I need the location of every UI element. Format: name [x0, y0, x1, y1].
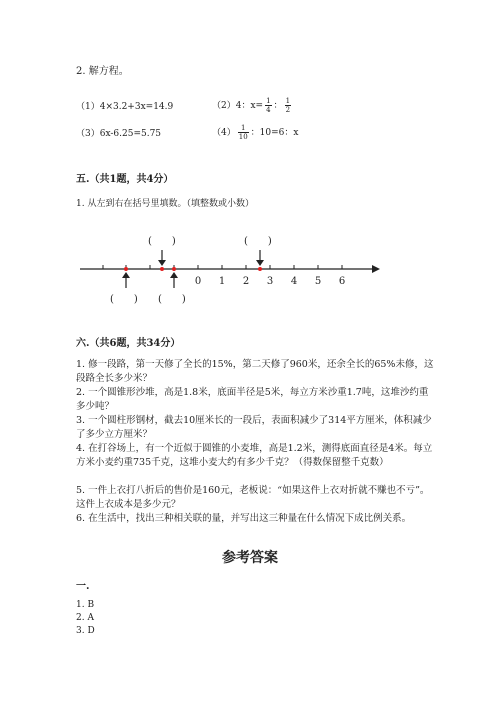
answer-item: 3. D	[76, 626, 95, 636]
arrow-up-icon	[170, 272, 178, 288]
axis-label: 3	[266, 276, 274, 287]
fraction-numerator: 1	[266, 97, 271, 105]
word-problem-5: 5. 一件上衣打八折后的售价是160元，老板说：“如果这件上衣对折就不赚也不亏”。这件上衣成本是多少元？	[76, 485, 430, 510]
answer-part-heading: 一.	[76, 581, 90, 592]
arrow-up-icon	[122, 272, 130, 288]
blank-top-left: ( )	[148, 236, 176, 247]
equation-4	[212, 124, 298, 141]
equation-4-prefix: （4）	[212, 128, 236, 138]
point-marker	[172, 267, 176, 271]
blank-bottom-left: ( )	[110, 294, 138, 305]
point-marker	[124, 267, 128, 271]
axis-label: 1	[218, 276, 226, 287]
equation-2-prefix: （2）4：x=	[212, 101, 264, 111]
word-problem-2: 2. 一个圆锥形沙堆，高是1.8米，底面半径是5米，每立方米沙重1.7吨，这堆沙约重多少吨？	[76, 387, 429, 412]
word-problem-4: 4. 在打谷场上，有一个近似于圆锥的小麦堆，高是1.2米，测得底面直径是4米。每立方米小麦约重735千克，这堆小麦大约有多少千克？（得数保留整千克数）	[76, 443, 433, 468]
section-2-heading: 2. 解方程。	[76, 66, 129, 77]
word-problem-6: 6. 在生活中，找出三种相关联的量，并写出这三种量在什么情况下成比例关系。	[76, 513, 412, 524]
axis-label: 2	[242, 276, 250, 287]
section-6-heading: 六.（共6题，共34分）	[76, 338, 181, 349]
point-marker	[258, 267, 262, 271]
blank-top-right: ( )	[244, 236, 272, 247]
fraction-denominator: 2	[285, 106, 291, 114]
ratio-separator: ：	[273, 101, 283, 111]
axis-label: 6	[338, 276, 346, 287]
word-problem-1: 1. 修一段路，第一天修了全长的15%，第二天修了960米，还余全长的65%未修，这段路全长多少米？	[76, 359, 434, 384]
blank-bottom-right: ( )	[158, 294, 186, 305]
word-problem-3: 3. 一个圆柱形钢材，截去10厘米长的一段后，表面积减少了314平方厘米，体积减少了多少立方厘米？	[76, 415, 432, 440]
answer-item: 2. A	[76, 613, 94, 623]
fraction-half	[285, 97, 291, 114]
fraction-numerator: 1	[238, 124, 249, 133]
equation-2	[212, 97, 293, 114]
section-5-heading: 五.（共1题，共4分）	[76, 174, 174, 185]
axis-label: 0	[194, 276, 202, 287]
fraction-numerator: 1	[285, 97, 291, 105]
answer-item: 1. B	[76, 600, 95, 610]
fraction-tenth	[238, 124, 249, 141]
fraction-quarter	[265, 97, 271, 114]
axis-label: 4	[290, 276, 298, 287]
equation-4-suffix: ：10=6：x	[250, 128, 299, 138]
section-5-question-1: 1. 从左到右在括号里填数。（填整数或小数）	[76, 199, 254, 209]
number-line-figure	[76, 230, 386, 310]
axis-arrowhead-icon	[372, 265, 380, 273]
answer-key-title: 参考答案	[222, 550, 278, 566]
equation-3: （3）6x-6.25=5.75	[76, 129, 162, 139]
axis-label: 5	[314, 276, 322, 287]
fraction-denominator: 10	[238, 133, 248, 141]
arrow-down-icon	[256, 250, 264, 266]
arrow-down-icon	[158, 250, 166, 266]
equation-1: （1）4×3.2+3x=14.9	[76, 102, 174, 112]
point-marker	[160, 267, 164, 271]
fraction-denominator: 4	[266, 106, 271, 114]
